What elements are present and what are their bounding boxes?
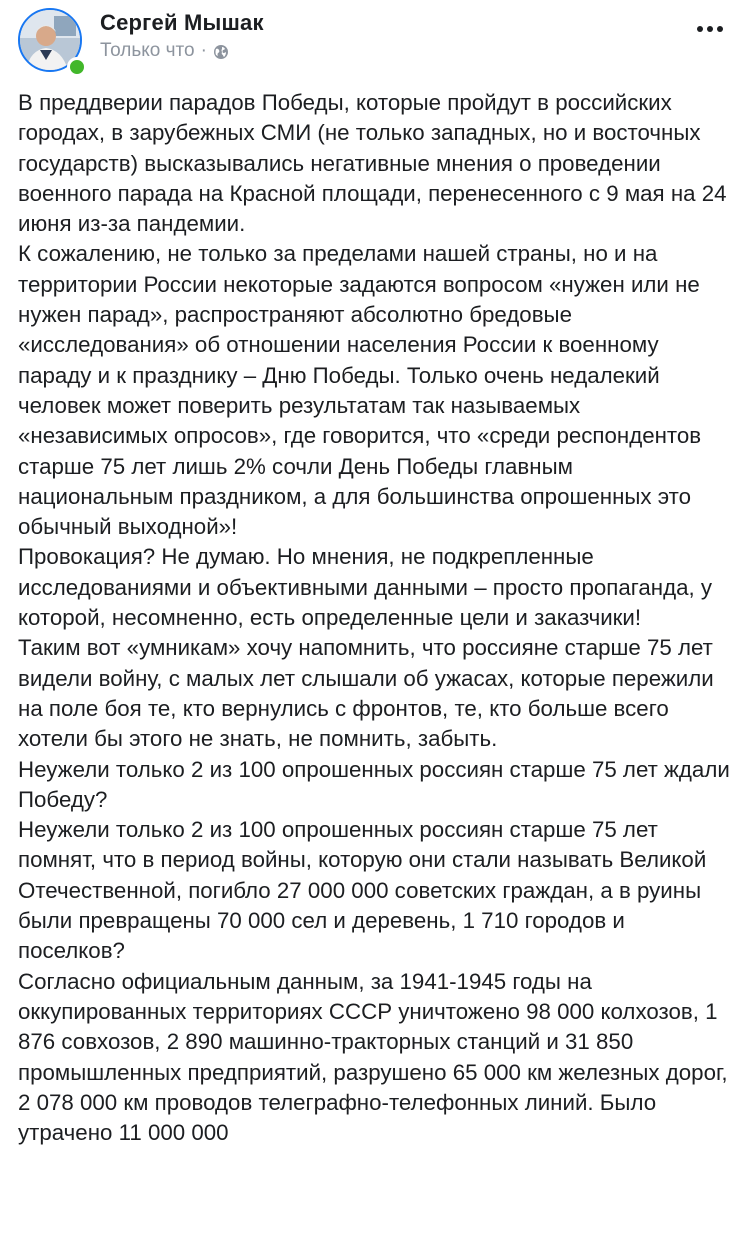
online-status-icon: [67, 57, 87, 77]
more-horizontal-icon-dot: [707, 26, 713, 32]
post-meta: [100, 40, 229, 62]
author-name[interactable]: Сергей Мышак: [100, 10, 264, 35]
post-paragraph: Таким вот «умникам» хочу напомнить, что россияне старше 75 лет видели войну, с малых лет слышали об ужасах, которые пережили на поле боя те, кто вернулись с фронтов, те, кто больше всего хотели бы этого не знать, не помнить, забыть.: [18, 635, 714, 752]
post-timestamp[interactable]: Только что: [100, 40, 195, 61]
globe-icon[interactable]: [213, 44, 229, 60]
post-header: [0, 0, 750, 80]
post-paragraph: В преддверии парадов Победы, которые пройдут в российских городах, в зарубежных СМИ (не только западных, но и восточных государств) высказывались негативные мнения о проведении военного парада на Красной площади, перенесенного с 9 мая на 24 июня из-за пандемии.: [18, 90, 727, 237]
post-paragraph: Неужели только 2 из 100 опрошенных россиян старше 75 лет помнят, что в период войны, которую они стали называть Великой Отечественной, погибло 27 000 000 советских граждан, а в руины были превращены 70 000 сел и деревень, 1 710 городов и поселков?: [18, 817, 707, 964]
more-options-button[interactable]: [690, 14, 730, 44]
more-horizontal-icon-dot: [717, 26, 723, 32]
meta-separator: ·: [200, 40, 207, 61]
post-paragraph: Неужели только 2 из 100 опрошенных россиян старше 75 лет ждали Победу?: [18, 756, 730, 812]
more-horizontal-icon-dot: [697, 26, 703, 32]
post-text: [18, 88, 734, 1148]
post-paragraph: К сожалению, не только за пределами нашей страны, но и на территории России некоторые задаются вопросом «нужен или не нужен парад», распространяют абсолютно бредовые «исследования» об отношении населения России к военному параду и к празднику – Дню Победы. Только очень недалекий человек может поверить результатам так называемых «независимых опросов», где говорится, что «среди респондентов старше 75 лет лишь 2% сочли День Победы главным национальным праздником, а для большинства опрошенных это обычный выходной»!: [18, 241, 702, 540]
post-paragraph: Согласно официальным данным, за 1941-1945 годы на оккупированных территориях СССР уничтожено 98 000 колхозов, 1 876 совхозов, 2 890 машинно-тракторных станций и 31 850 промышленных предприятий, разрушено 65 000 км железных дорог, 2 078 000 км проводов телеграфно-телефонных линий. Было утрачено 11 000 000: [18, 968, 728, 1146]
author-avatar[interactable]: [18, 8, 86, 76]
post-paragraph: Провокация? Не думаю. Но мнения, не подкрепленные исследованиями и объективными данными – просто пропаганда, у которой, несомненно, есть определенные цели и заказчики!: [18, 544, 713, 631]
